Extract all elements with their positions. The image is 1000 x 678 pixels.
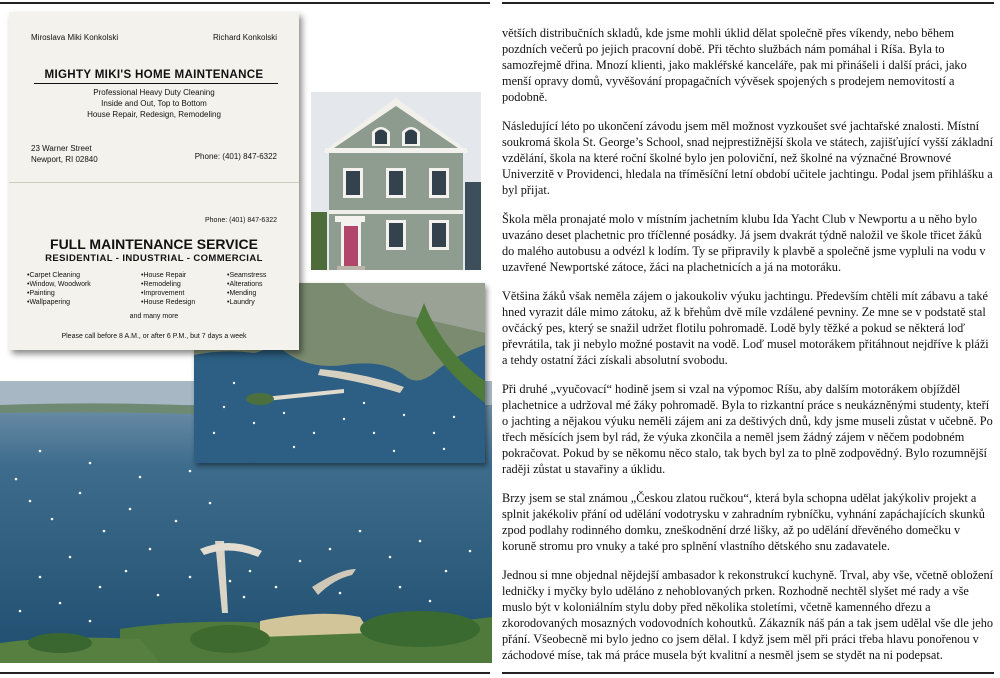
article-paragraph-5: Při druhé „vyučovací“ hodině jsem si vzal na výpomoc Ríšu, aby dalším motorákem objížděl plachetnice a udržoval mé žáky pohromadě. Byla to rizkantní práce s neukázněnými studenty, kteří o jachting a nějakou výuku neměli zájem ani za deštivých dnů, kdy jsme museli zůstat v učebně. Po třech měsících jsem byl rád, že výuka zkončila a neměl jsem žádný zájem v něčem podobném pokračovat. Pokud by se někomu něco stalo, tak bych byl za to plně zodpovědný. Bylo rozumnější raději zůstat u stavařiny a úklidu. <box>502 382 993 476</box>
card-services-col1 <box>27 271 91 307</box>
service-item: • House Redesign <box>141 298 195 307</box>
bottom-rule-left <box>0 672 490 674</box>
article-paragraph-1: větších distribučních skladů, kde jsme mohli úklid dělat společně přes víkendy, nebo během pozdních večerů po jejich pracovní době. Při těchto službách nám pomáhal i Ríša. Byla to samozřejmě dřina. Mnozí klienti, jako makléřské kanceláře, pak mi přinášeli i další práci, jako menší opravy domů, vyvěšování propagačních vývěsek spojených s prodejem nemovitostí a podobně. <box>502 26 967 104</box>
card-phone-back: Phone: (401) 847-6322 <box>205 217 277 224</box>
top-rule-left <box>0 2 490 4</box>
card-call-hours: Please call before 8 A.M., or after 6 P.M., but 7 days a week <box>61 333 247 340</box>
service-item: • Mending <box>227 289 266 298</box>
card-phone-front: Phone: (401) 847-6322 <box>194 152 277 161</box>
service-item: • Seamstress <box>227 271 266 280</box>
card-title-underline <box>34 83 278 84</box>
service-item: • Laundry <box>227 298 266 307</box>
card-name-right: Richard Konkolski <box>212 33 277 42</box>
service-item: • Painting <box>27 289 91 298</box>
card-tagline-2: Inside and Out, Top to Bottom <box>101 99 207 108</box>
service-item: • Window, Woodwork <box>27 280 91 289</box>
service-item: • House Repair <box>141 271 195 280</box>
card-tagline-1: Professional Heavy Duty Cleaning <box>93 88 215 97</box>
card-service-subtitle: RESIDENTIAL - INDUSTRIAL - COMMERCIAL <box>45 253 263 264</box>
service-item: • Alterations <box>227 280 266 289</box>
business-card <box>9 12 299 350</box>
top-rule-right <box>502 2 994 4</box>
card-address <box>31 143 98 165</box>
service-item: • Improvement <box>141 289 195 298</box>
business-card-back <box>9 183 299 350</box>
card-service-title: FULL MAINTENANCE SERVICE <box>50 236 258 252</box>
article-paragraph-7: Jednou si mne objednal nějdejší ambasador k rekonstrukcí kuchyně. Trval, aby vše, včetně obložení ledničky i myčky bylo uděláno z nehoblovaných prken. Rozhodně nechtěl slyšet mé rady a vše muslo být v koloniálním stylu doby před několika stoletími, včetně kamenného dřezu a zkorodovaných mosazných vodovodních kohoutků. Zákazník náš pán a tak jsem udělal vše dle jeho přání. Všeobecně mi bylo jedno co jsem dělal. I když jsem měl při práci třeba hlavu ponořenou v záchodové míse, tak má práce musela být kvalitní a nesměl jsem se stydět na ni podepsat. <box>502 568 994 662</box>
business-card-front <box>9 12 299 183</box>
card-tagline-3: House Repair, Redesign, Remodeling <box>87 110 221 119</box>
article-text <box>502 25 994 676</box>
card-name-left: Miroslava Miki Konkolski <box>31 33 119 42</box>
service-item: • Carpet Cleaning <box>27 271 91 280</box>
card-city: Newport, RI 02840 <box>31 155 98 164</box>
service-item: • Remodeling <box>141 280 195 289</box>
card-services-col2 <box>141 271 195 307</box>
card-services-col3 <box>227 271 266 307</box>
service-item: • Wallpapering <box>27 298 91 307</box>
card-street: 23 Warner Street <box>31 144 92 153</box>
card-company-title: MIGHTY MIKI'S HOME MAINTENANCE <box>44 68 264 81</box>
article-paragraph-6: Brzy jsem se stal známou „Českou zlatou ručkou“, která byla schopna udělat jakýkoliv projekt a splnit jakékoliv přání od udělání vodotrysku v zahradním rybníčku, vyhnání zapáchajících skunků zpod podlahy rodinného domku, zneškodnění drzé lišky, až po udělání dřevěného domečku v koruně stromu pro vnuky a také pro splnění vlastního dětského snu zadavatele. <box>502 491 985 553</box>
article-paragraph-4: Většina žáků však neměla zájem o jakoukoliv výuku jachtingu. Především chtěli mít zábavu a také hned vyrazit dále mimo zátoku, až k břehům dvě míle vzdálené pevniny. Ze mne se v podstatě stal ovčácký pes, který se snažil udržet flotilu pohromadě. Lodě byly těžké a pokud se některá loď převrátila, tak ji nebylo možné postavit na vodě. Loď musel motorákem přitáhnout nejdříve k pláži a tehdy ostatní žáci získali absolutní svobodu. <box>502 289 989 367</box>
colonial-house-photo <box>311 92 481 270</box>
article-paragraph-2: Následující léto po ukončení závodu jsem měl možnost vyzkoušet své jachtařské znalosti. Místní soukromá škola St. George’s School, snad nejprestižnější škola ve státech, zajišťující vyšší základní vzdělání, škola na které roční školné bylo jen poloviční, než školné na význačné Brownové Univerzitě v Providenci, hledala na tříměsíční letní období učitele jachtingu. Podal jsem přihlášku a byl přijat. <box>502 119 993 197</box>
card-and-more: and many more <box>129 313 179 320</box>
article-paragraph-3: Škola měla pronajaté molo v místním jachetním klubu Ida Yacht Club v Newportu a u něho bylo uvazáno deset plachetnic pro tříčlenné posádky. Já jsem dvakrát týdně naložil ve škole třicet žáků do malého autobusu a odvézl k lodím. Ty se připravily k plavbě a společně jsme vypluli na vodu v uzavřené Newportské zátoce, žáci na plachetnicích a já na motoráku. <box>502 212 986 274</box>
